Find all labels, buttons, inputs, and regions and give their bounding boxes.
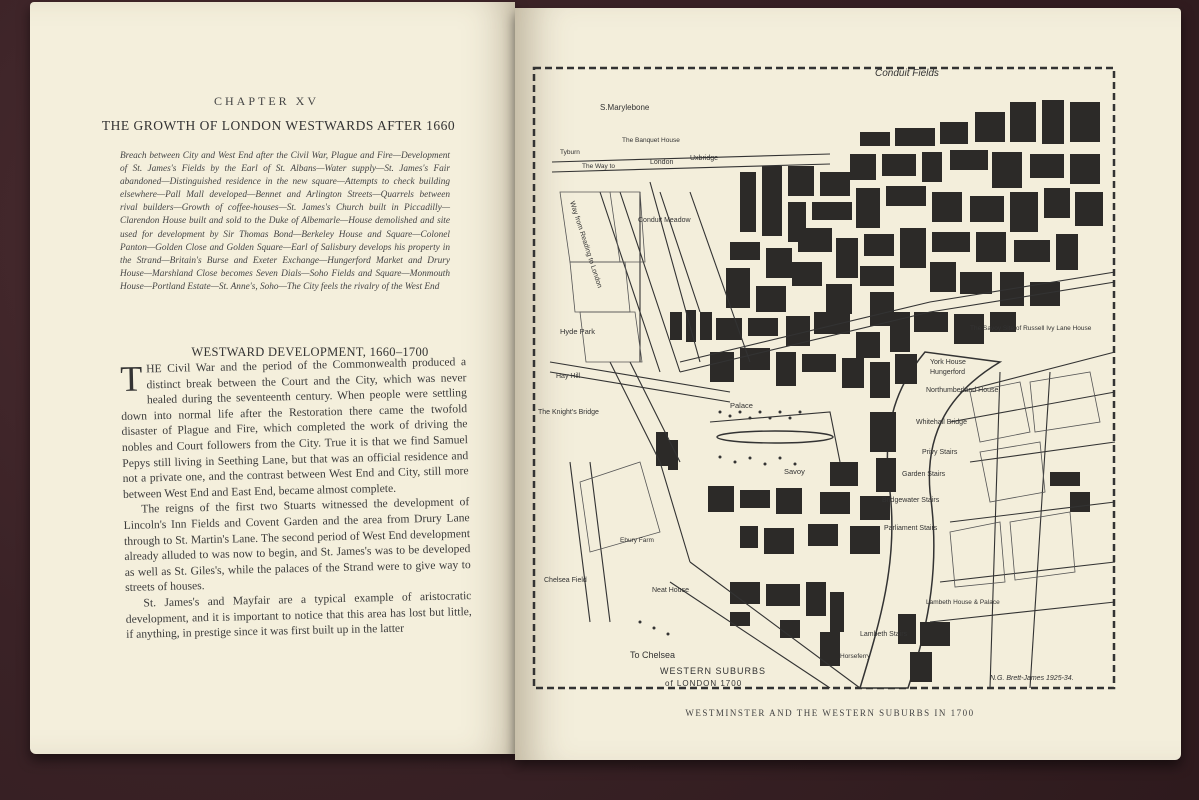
body-text [120, 354, 472, 642]
label-ebury-farm: Ebury Farm [620, 537, 654, 544]
label-savoy: Savoy [784, 467, 805, 476]
section-title: WESTWARD DEVELOPMENT, 1660–1700 [191, 345, 429, 359]
label-way-from-reading: Way from Reading to London [568, 200, 603, 289]
label-way-to: The Way to [582, 163, 615, 170]
paragraph-3: St. James's and Mayfair are a typical example of aristocratic development, and it is important to notice that this area has lost but little, if anything, in prestige since it was first built up in the latter [125, 588, 472, 642]
label-york-house: York House [930, 359, 966, 366]
label-palace: Palace [730, 401, 753, 410]
label-bridgewater-stairs: Bridgewater Stairs [882, 497, 940, 504]
map [530, 62, 1120, 704]
label-knightsbridge: The Knight's Bridge [538, 409, 599, 416]
label-conduit-fields: Conduit Fields [875, 68, 939, 79]
label-banquet-house: The Banquet House [622, 137, 680, 144]
map-caption: WESTMINSTER AND THE WESTERN SUBURBS IN 1700 [685, 708, 975, 718]
label-site-of-russell: The Savoy Site of Russell Ivy Lane House [970, 325, 1092, 332]
map-drawing [530, 62, 1120, 704]
chapter-summary: Breach between City and West End after the Civil War, Plague and Fire—Development of St. James's Fields by the Earl of St. Albans—Water supply—St. James's Fair abandoned—Distinguished residence in the new square—Attempts to check building elsewhere—Pall Mall developed—Bennet and Arlington Streets—Quarrels between rival builders—Growth of coffee-houses—St. James's Church built in Piccadilly—Clarendon House built and sold to the Duke of Albemarle—House demolished and site used for development by Sir Thomas Bond—Berkeley House and Square—Colonel Panton—Golden Close and Golden Square—Earl of Salisbury develops his property in the Strand—Britain's Burse and Exeter Exchange—Hungerford Market and Drury House—Marshland Close becomes Seven Dials—Soho Fields and Square—Monmouth House—Portland Estate—St. Anne's, Soho—The City feels the rivalry of the West End [120, 151, 450, 292]
label-chelsea-field: Chelsea Field [544, 577, 587, 584]
label-whitehall-bridge: Whitehall Bridge [916, 419, 967, 426]
label-privy-stairs: Privy Stairs [922, 449, 958, 456]
chapter-title: THE GROWTH OF LONDON WESTWARDS AFTER 1660 [101, 118, 456, 133]
label-lambeth-stairs: Lambeth Stairs [860, 631, 908, 638]
map-title-line-1: WESTERN SUBURBS [660, 666, 767, 676]
label-hungerford: Hungerford [930, 369, 966, 376]
paragraph-2: The reigns of the first two Stuarts witnessed the development of Lincoln's Inn Fields and Covent Garden and the area from Drury Lane through to St. Martin's Lane. The second period of West End development already alluded to was now to begin, and St. James's was to be developed as well as St. Giles's, while the palaces of the Strand were to give way to streets of houses. [123, 495, 471, 595]
label-northumberland-house: Northumberland House [926, 387, 999, 394]
label-garden-stairs: Garden Stairs [902, 471, 946, 478]
label-hyde-park: Hyde Park [560, 327, 596, 336]
map-signature: N.G. Brett-James 1925-34. [990, 675, 1074, 682]
drop-cap: T [119, 358, 143, 399]
label-lambeth-palace: Lambeth House & Palace [926, 599, 1000, 606]
label-neat-house: Neat House [652, 587, 689, 594]
label-parliament-stairs: Parliament Stairs [884, 525, 938, 532]
label-hay-hill: Hay Hill [556, 373, 581, 380]
label-uxbridge: Uxbridge [690, 155, 719, 162]
label-to-chelsea: To Chelsea [630, 650, 676, 660]
chapter-number: CHAPTER XV [213, 94, 319, 108]
label-conduit-meadow: Conduit Meadow [638, 217, 691, 224]
label-marylebone: S.Marylebone [600, 103, 650, 112]
label-london: London [650, 159, 674, 166]
park-canal [717, 431, 833, 443]
map-title-line-2: of LONDON 1700 [665, 679, 743, 688]
paragraph-1 [120, 354, 469, 502]
paragraph-1-text: HE Civil War and the period of the Commonwealth produced a distinct break between the Court and the City, which was never healed during the seventeenth century. When people were settling down into normal life after the Restoration there came the twofold disaster of Plague and Fire, which completed the work of driving the nobles and Court followers from the City. True it is that we find Samuel Pepys still living in Seething Lane, but that was an official residence and not a private one, and the contrast between West End and City, still more between West End and East End, became almost complete. [121, 355, 469, 501]
label-tyburn: Tyburn [560, 149, 580, 156]
label-horseferry: Horseferry [840, 653, 871, 660]
